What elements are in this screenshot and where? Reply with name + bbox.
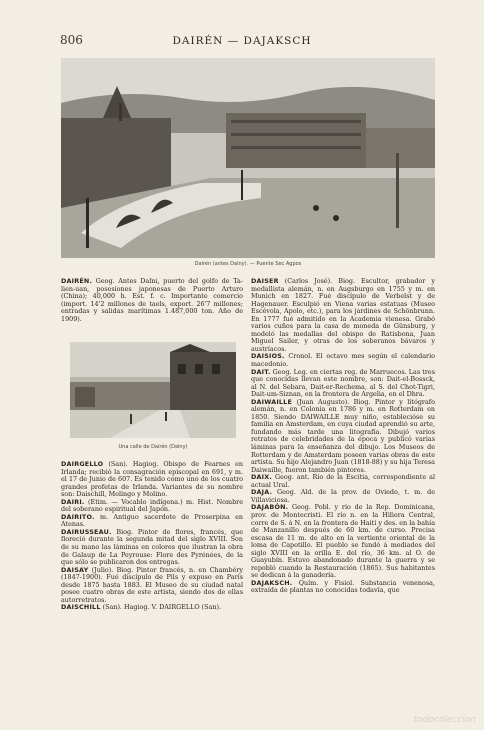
entry-daix — [251, 474, 435, 489]
entry-headword: DAIX. — [251, 473, 272, 482]
entry-dajabon — [251, 504, 435, 579]
running-head: DAIRÉN — DAJAKSCH — [172, 35, 312, 47]
photo-dairen-street — [70, 342, 236, 438]
entry-daisay — [61, 567, 243, 605]
entry-headword: DAISAY — [61, 565, 89, 574]
entry-headword: DAIWAILLE — [251, 397, 293, 406]
entry-text: (San). Hagiog. Obispo de Fearnes en Irlanda; recibió la consagración episcopal en 691, y m. el 17 de Junio de 607. Es tenido como uno de los cuatro grandes profetas de Irlanda. Variantes de su nombre son: Daischill, Molingo y Molino. — [61, 460, 243, 499]
left-column-bottom — [61, 461, 243, 612]
entry-text: Geog. Ald. de la prov. de Oviedo, t. m. de Villaviciosa. — [251, 488, 435, 504]
right-column — [251, 278, 435, 595]
entry-text: (Juan Augusto). Biog. Pintor y litógrafo alemán, n. en Colonia en 1786 y m. en Rotterdam en 1850. Siendo DAIWAILLE muy niño, establecióse su familia en Amsterdam, en cuya ciudad aprendió su arte, fundando más tarde una litografía. Dibujó varios retratos de celebridades de la época y publicó varias láminas para la enseñanza del dibujo. Los Museos de Rotterdam y de Amsterdam poseen varias obras de este artista. Su hijo Alejandro Juan (1818-88) y su hija Teresa Daiwaille, fueron también pintores. — [251, 397, 435, 474]
entry-text: Geog. Leg. en ciertas reg. de Marruecos. Las tres que conocidas llevan este nombre, son: Dait-el-Bossck, al N. del Sebara, Dait-er-Rechema, al S. del Chot-Tigri, Dait-um-Siznan, en la frontera de Argelia, en el Dhra. — [251, 367, 435, 399]
entry-text: Geog. Pobl. y río de la Rep. Dominicana, prov. de Montecristi. El río n. en la Hiliera Central, corre de S. á N. en la frontera de Haití y des. en la bahía de Manzanillo después de 60 km. de curso. Precisa escasa de 11 m. de alto en la vertiente oriental de la loma de Capotillo. El pueblo se fundó á mediados del siglo XVIII en la orilla E. del río, 36 km. al O. de Guayubín. Estuvo abandonado durante la guerra y se repobló cuando la Restauración (1865). Sus habitantes se dedican á la ganadería. — [251, 503, 435, 580]
left-column-top — [61, 278, 243, 323]
page-number: 806 — [60, 33, 83, 47]
entry-dairen — [61, 278, 243, 323]
entry-headword: DAIRI. — [61, 497, 85, 506]
entry-headword: DAJABÓN. — [251, 503, 289, 512]
entry-headword: DAJA. — [251, 488, 273, 497]
entry-headword: DAISER — [251, 277, 279, 285]
entry-text: Cronol. El octavo mes según el calendario macedonio. — [251, 352, 435, 369]
entry-headword: DAIRÉN. — [61, 277, 93, 285]
entry-dairusseau — [61, 529, 243, 567]
entry-daisios — [251, 353, 435, 368]
entry-text: Geog. ant. Río de la Escitia, correspondiente al actual Ural. — [251, 473, 435, 489]
entry-headword: DAJAKSCH. — [251, 578, 293, 587]
entry-dait — [251, 369, 435, 399]
entry-daischill — [61, 604, 243, 612]
entry-daiser — [251, 278, 435, 353]
entry-text: (Etim. — Vocablo indígena.) m. Hist. Nombre del soberano espiritual del Japón. — [61, 497, 243, 514]
entry-headword: DAIT. — [251, 367, 271, 376]
entry-headword: DAIRITO. — [61, 512, 95, 521]
entry-text: (San). Hagiog. V. DAIRGELLO (San). — [102, 603, 221, 612]
entry-daiwaille — [251, 399, 435, 474]
entry-text: m. Antiguo sacerdote de Proserpina en Atenas. — [61, 512, 243, 529]
entry-headword: DAIRGELLO — [61, 460, 104, 468]
entry-dairito — [61, 514, 243, 529]
photo-dairen-bridge — [61, 58, 435, 258]
entry-text: Biog. Pintor de flores, francés, que floreció durante la segunda mitad del siglo XVIII. Son de su mano las láminas en colores que ilustran la obra de Galaup de La Peyrouse: Flore des Pyrénées, de la que sólo se publicaron dos entregas. — [61, 527, 243, 567]
entry-dajaksch — [251, 580, 435, 595]
photo1-caption: Dairén (antes Dalny). — Puente Sec Agpos — [194, 261, 302, 267]
watermark: todocoleccion — [413, 715, 476, 725]
entry-text: (Carlos José). Biog. Escultor, grabador y medallista alemán, n. en Augsburgo en 1755 y m. en Munich en 1827. Fué discípulo de Verbelst y de Hagenauer. Esculpió en Viena varias estatuas (Museo Escévola, Apolo, etc.), para los jardines de Schönbrunn. En 1777 fué admitido en la Academia vienesa. Grabó varios cuños para la casa de moneda de Günsburg, y modeló las medallas del obispo de Ratisbona, Juan Miguel Sailer, y otras de los soberanos bávaros y austríacos. — [251, 277, 435, 353]
entry-headword: DAISCHILL — [61, 603, 101, 612]
entry-text: (Julio). Biog. Pintor francés, n. en Chambéry (1847-1900). Fué discípulo de Pils y expuso en París desde 1875 hasta 1883. El Museo de su ciudad natal posee cuatro obras de este artista, siendo dos de ellas autorretratos. — [61, 565, 243, 604]
photo2-caption: Una calle de Dairén (Dalny) — [118, 444, 188, 450]
entry-text: Geog. Antes Dalni, puerto del golfo de Ta-lien-uan, posesiones japonesas de Puerto Arturo (China); 40,000 h. Est. f. c. Importante comercio (import. 14'2 millones de taels, export. 26'7 millones; entradas y salidas marítimas 1.487,000 ton. Año de 1909). — [61, 277, 243, 323]
entry-dairi — [61, 499, 243, 514]
entry-headword: DAISIOS. — [251, 352, 285, 361]
entry-dairgello — [61, 461, 243, 499]
entry-text: Quím. y Fisiol. Substancia venenosa, extraída de plantas no conocidas todavía, que — [251, 578, 435, 595]
entry-headword: DAIRUSSEAU. — [61, 527, 112, 536]
